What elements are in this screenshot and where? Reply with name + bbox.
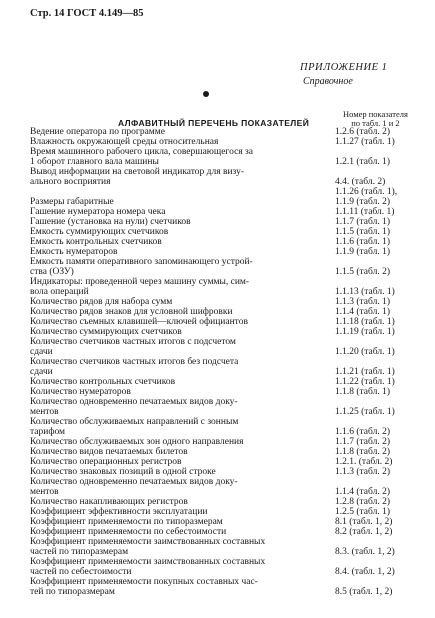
entry-ref: 1.1.4 (табл. 2): [335, 487, 391, 497]
entry-label: Количество съемных клавишей—ключей официантов: [30, 317, 248, 327]
index-entry: [30, 507, 420, 517]
entry-ref: 1.1.6 (табл. 2): [335, 427, 391, 437]
index-entry: [30, 337, 420, 357]
index-entry: [30, 127, 420, 137]
index-entry: [30, 447, 420, 457]
entry-ref: 1.1.21 (табл. 1): [335, 367, 395, 377]
entry-ref: 1.1.7 (табл. 1): [335, 217, 391, 227]
entry-label: Количество счетчиков частных итогов с подсчетом сдачи: [30, 337, 236, 357]
index-entry: [30, 277, 420, 297]
entry-ref: 1.1.4 (табл. 1): [335, 307, 391, 317]
entry-label: Влажность окружающей среды относительная: [30, 137, 219, 147]
entry-label: Коэффициент применяемости покупных составных час- тей по типоразмерам: [30, 577, 258, 597]
entry-ref: 1.1.9 (табл. 1): [335, 247, 391, 257]
entry-label: Количество знаковых позиций в одной строке: [30, 467, 216, 477]
index-entry: [30, 377, 420, 387]
page-header: Стр. 14 ГОСТ 4.149—85: [30, 8, 144, 19]
index-entry: [30, 227, 420, 237]
entry-label: Коэффициент применяемости по типоразмерам: [30, 517, 223, 527]
entry-ref: 1.1.26 (табл. 1), 1.1.9 (табл. 2): [335, 187, 398, 207]
entry-ref: 1.1.19 (табл. 1): [335, 327, 395, 337]
entry-ref: 1.1.25 (табл. 1): [335, 407, 395, 417]
entry-label: Коэффициент применяемости заимствованных составных частей по типоразмерам: [30, 537, 266, 557]
entry-ref: 1.1.18 (табл. 1): [335, 317, 395, 327]
entry-label: Размеры габаритные: [30, 197, 114, 207]
index-entry: [30, 577, 420, 597]
index-entry: [30, 477, 420, 497]
index-entry: [30, 187, 420, 207]
entry-ref: 1.1.13 (табл. 1): [335, 287, 395, 297]
entry-ref: 1.1.22 (табл. 1): [335, 377, 395, 387]
entry-label: Количество рядов знаков для условной шифровки: [30, 307, 233, 317]
entry-ref: 1.1.3 (табл. 2): [335, 467, 391, 477]
index-entry: [30, 147, 420, 167]
entry-label: Емкость суммирующих счетчиков: [30, 227, 169, 237]
entry-label: Гашение нумератора номера чека: [30, 207, 166, 217]
appendix-title: ПРИЛОЖЕНИЕ 1: [300, 62, 388, 73]
index-entry: [30, 237, 420, 247]
index-entry: [30, 327, 420, 337]
index-entry: [30, 247, 420, 257]
appendix-subtitle: Справочное: [303, 76, 353, 87]
entry-label: Ведение оператора по программе: [30, 127, 166, 137]
index-entry: [30, 467, 420, 477]
column-header: Номер показателя по табл. 1 и 2: [343, 109, 408, 128]
entry-ref: 1.1.5 (табл. 1): [335, 227, 391, 237]
entry-ref: 1.2.1 (табл. 1): [335, 157, 391, 167]
index-entry: [30, 307, 420, 317]
index-entry: [30, 537, 420, 557]
entry-ref: 1.2.1. (табл. 2): [335, 457, 393, 467]
entry-label: Количество счетчиков частных итогов без подсчета сдачи: [30, 357, 239, 377]
entry-ref: 1.1.5 (табл. 2): [335, 267, 391, 277]
index-entry: [30, 397, 420, 417]
index-entry: [30, 387, 420, 397]
entry-label: Количество обслуживаемых направлений с зонным тарифом: [30, 417, 239, 437]
entry-label: Коэффициент применяемости заимствованных составных частей по себестоимости: [30, 557, 266, 577]
index-entry: [30, 527, 420, 537]
document-title: АЛФАВИТНЫЙ ПЕРЕЧЕНЬ ПОКАЗАТЕЛЕЙ: [118, 118, 310, 128]
bullet-dot: [203, 91, 209, 97]
entry-ref: 1.1.8 (табл. 1): [335, 387, 391, 397]
index-entry: [30, 557, 420, 577]
entry-label: Коэффициент применяемости по себестоимости: [30, 527, 227, 537]
entry-ref: 1.1.6 (табл. 1): [335, 237, 391, 247]
index-entry: [30, 207, 420, 217]
entry-ref: 1.1.7 (табл. 2): [335, 437, 391, 447]
entry-ref: 1.1.20 (табл. 1): [335, 347, 395, 357]
entry-ref: 8.1 (табл. 1, 2): [335, 517, 393, 527]
entry-label: Гашение (установка на нули) счетчиков: [30, 217, 191, 227]
entry-label: Вывод информации на световой индикатор для визу- ального восприятия: [30, 167, 245, 187]
entry-label: Количество одновременно печатаемых видов доку- ментов: [30, 477, 238, 497]
index-entry: [30, 457, 420, 467]
index-entry: [30, 167, 420, 187]
entry-ref: 4.4. (табл. 2): [335, 177, 386, 187]
entry-label: Емкость памяти оперативного запоминающего устрой- ства (ОЗУ): [30, 257, 253, 277]
index-entry: [30, 517, 420, 527]
index-entry: [30, 137, 420, 147]
entry-ref: 8.5 (табл. 1, 2): [335, 587, 393, 597]
entry-ref: 1.2.6 (табл. 2): [335, 127, 391, 137]
entry-label: Количество нумераторов: [30, 387, 131, 397]
entry-ref: 8.3. (табл. 1, 2): [335, 547, 395, 557]
index-entry: [30, 217, 420, 227]
entry-label: Индикаторы: проведенной через машину суммы, сим- вола операций: [30, 277, 250, 297]
index-entry: [30, 317, 420, 327]
entry-label: Коэффициент эффективности эксплуатации: [30, 507, 208, 517]
entry-label: Время машинного рабочего цикла, совершающегося за 1 оборот главного вала машины: [30, 147, 253, 167]
entry-label: Количество обслуживаемых зон одного направления: [30, 437, 244, 447]
entry-ref: 1.1.27 (табл. 1): [335, 137, 395, 147]
entry-label: Емкость нумераторов: [30, 247, 118, 257]
index-entry: [30, 257, 420, 277]
entry-label: Количество операционных регистров: [30, 457, 182, 467]
index-entry: [30, 497, 420, 507]
entry-ref: 1.1.8 (табл. 2): [335, 447, 391, 457]
entry-label: Количество накапливающих регистров: [30, 497, 188, 507]
index-entry: [30, 357, 420, 377]
entry-label: Количество видов печатаемых билетов: [30, 447, 188, 457]
entry-ref: 1.1.3 (табл. 1): [335, 297, 391, 307]
index-list: [30, 127, 420, 597]
entry-label: Емкость контрольных счетчиков: [30, 237, 162, 247]
entry-ref: 1.2.5 (табл. 1): [335, 507, 391, 517]
entry-ref: 8.2 (табл. 1, 2): [335, 527, 393, 537]
entry-label: Количество рядов для набора сумм: [30, 297, 173, 307]
entry-ref: 1.2.8 (табл. 2): [335, 497, 391, 507]
entry-label: Количество контрольных счетчиков: [30, 377, 176, 387]
entry-label: Количество суммирующих счетчиков: [30, 327, 182, 337]
entry-ref: 1.1.11 (табл. 1): [335, 207, 395, 217]
entry-ref: 8.4. (табл. 1, 2): [335, 567, 395, 577]
index-entry: [30, 417, 420, 437]
entry-label: Количество одновременно печатаемых видов доку- ментов: [30, 397, 238, 417]
index-entry: [30, 297, 420, 307]
index-entry: [30, 437, 420, 447]
